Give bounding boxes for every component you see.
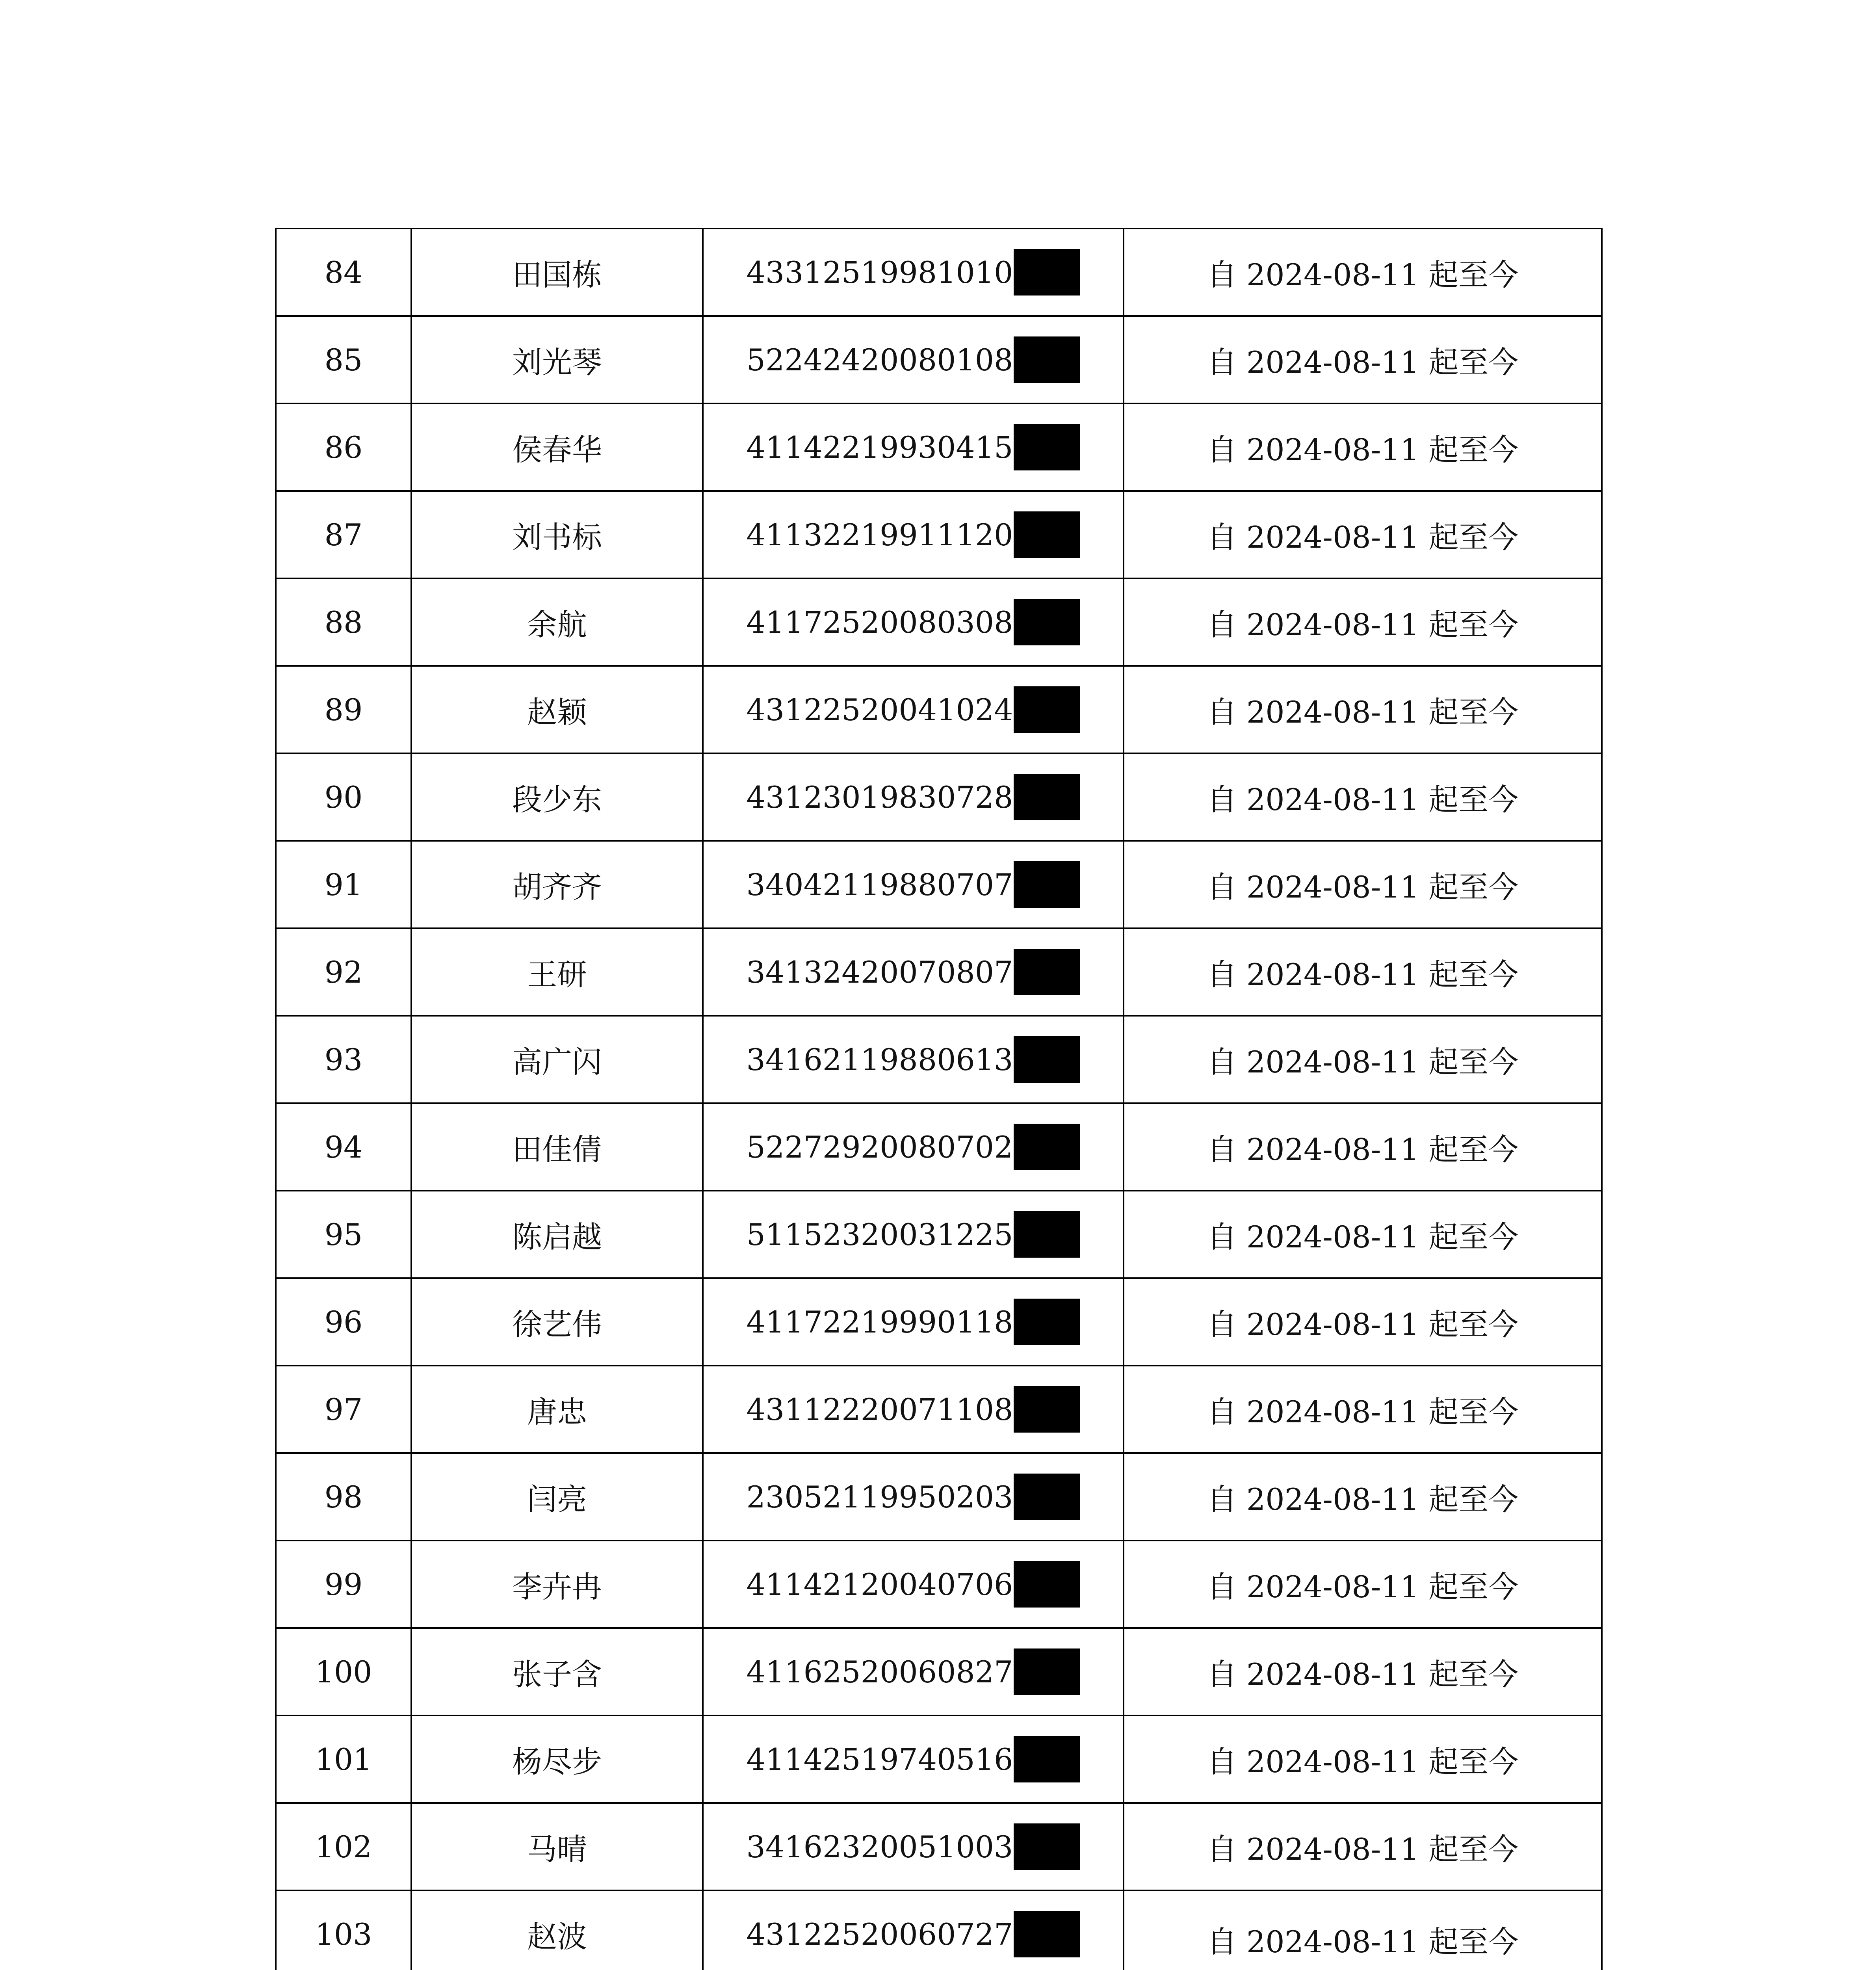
table-row: [276, 229, 1602, 316]
period-text: 自 2024-08-11 起至今: [1207, 1569, 1519, 1604]
cell-period: [1124, 1628, 1602, 1715]
cell-id-number: [703, 1191, 1124, 1278]
table-row: [276, 928, 1602, 1016]
id-number-wrapper: [747, 1299, 1080, 1345]
cell-seq: 85: [276, 316, 411, 403]
cell-name: 胡齐齐: [411, 841, 703, 928]
redaction-box: [1014, 249, 1080, 296]
cell-seq: 95: [276, 1191, 411, 1278]
table-row: [276, 1016, 1602, 1103]
cell-id-number: [703, 1803, 1124, 1890]
redaction-box: [1014, 1474, 1080, 1520]
cell-period: [1124, 1803, 1602, 1890]
id-number-text: 41172520080308: [746, 604, 1013, 640]
cell-name: 田佳倩: [411, 1103, 703, 1191]
period-text: 自 2024-08-11 起至今: [1207, 1656, 1519, 1692]
table-row: [276, 578, 1602, 666]
id-number-text: 43122520041024: [746, 692, 1013, 727]
id-number-text: 34042119880707: [746, 867, 1013, 902]
table-row: [276, 1715, 1602, 1803]
id-number-text: 41142120040706: [746, 1567, 1013, 1602]
cell-id-number: [703, 666, 1124, 753]
cell-period: [1124, 316, 1602, 403]
cell-seq: 99: [276, 1541, 411, 1628]
cell-seq: 92: [276, 928, 411, 1016]
redaction-box: [1014, 1211, 1080, 1258]
cell-seq: 96: [276, 1278, 411, 1366]
cell-name: 闫亮: [411, 1453, 703, 1541]
redaction-box: [1014, 686, 1080, 733]
redaction-box: [1014, 1911, 1080, 1957]
cell-name: 张子含: [411, 1628, 703, 1715]
roster-table-body: [276, 229, 1602, 1970]
cell-name: 杨尽步: [411, 1715, 703, 1803]
id-number-text: 41162520060827: [746, 1654, 1013, 1689]
redaction-box: [1014, 1036, 1080, 1083]
redaction-box: [1014, 511, 1080, 558]
cell-period: [1124, 1191, 1602, 1278]
cell-period: [1124, 1890, 1602, 1970]
table-row: [276, 1278, 1602, 1366]
cell-seq: 101: [276, 1715, 411, 1803]
cell-seq: 98: [276, 1453, 411, 1541]
redaction-box: [1014, 1823, 1080, 1870]
redaction-box: [1014, 1124, 1080, 1170]
cell-period: [1124, 403, 1602, 491]
period-text: 自 2024-08-11 起至今: [1207, 432, 1519, 467]
redaction-box: [1014, 1386, 1080, 1433]
id-number-wrapper: [747, 1911, 1080, 1957]
cell-id-number: [703, 1541, 1124, 1628]
id-number-wrapper: [747, 599, 1080, 645]
cell-period: [1124, 1453, 1602, 1541]
cell-seq: 86: [276, 403, 411, 491]
cell-period: [1124, 1016, 1602, 1103]
redaction-box: [1014, 1648, 1080, 1695]
id-number-wrapper: [747, 1474, 1080, 1520]
period-text: 自 2024-08-11 起至今: [1207, 1744, 1519, 1779]
period-text: 自 2024-08-11 起至今: [1207, 257, 1519, 292]
cell-period: [1124, 229, 1602, 316]
cell-name: 王研: [411, 928, 703, 1016]
cell-period: [1124, 1278, 1602, 1366]
cell-name: 徐艺伟: [411, 1278, 703, 1366]
id-number-wrapper: [747, 1211, 1080, 1258]
table-row: [276, 1103, 1602, 1191]
cell-id-number: [703, 578, 1124, 666]
period-text: 自 2024-08-11 起至今: [1207, 694, 1519, 730]
id-number-text: 43312519981010: [746, 255, 1013, 290]
cell-seq: 100: [276, 1628, 411, 1715]
table-row: [276, 1803, 1602, 1890]
cell-id-number: [703, 928, 1124, 1016]
cell-seq: 90: [276, 753, 411, 841]
cell-name: 段少东: [411, 753, 703, 841]
cell-seq: 88: [276, 578, 411, 666]
cell-seq: 94: [276, 1103, 411, 1191]
cell-id-number: [703, 841, 1124, 928]
cell-period: [1124, 578, 1602, 666]
cell-name: 李卉冉: [411, 1541, 703, 1628]
cell-seq: 93: [276, 1016, 411, 1103]
redaction-box: [1014, 861, 1080, 908]
id-number-text: 51152320031225: [746, 1217, 1013, 1252]
id-number-text: 43122520060727: [746, 1916, 1013, 1952]
id-number-text: 41172219990118: [746, 1304, 1013, 1340]
cell-period: [1124, 1715, 1602, 1803]
cell-period: [1124, 666, 1602, 753]
period-text: 自 2024-08-11 起至今: [1207, 344, 1519, 380]
period-text: 自 2024-08-11 起至今: [1207, 1044, 1519, 1080]
id-number-wrapper: [747, 1736, 1080, 1782]
cell-seq: 87: [276, 491, 411, 578]
cell-seq: 103: [276, 1890, 411, 1970]
redaction-box: [1014, 774, 1080, 820]
table-row: [276, 316, 1602, 403]
period-text: 自 2024-08-11 起至今: [1207, 1219, 1519, 1254]
id-number-wrapper: [747, 949, 1080, 995]
table-row: [276, 666, 1602, 753]
id-number-text: 43123019830728: [746, 779, 1013, 815]
redaction-box: [1014, 1299, 1080, 1345]
id-number-text: 41142219930415: [746, 429, 1013, 465]
redaction-box: [1014, 949, 1080, 995]
id-number-text: 34162119880613: [746, 1042, 1013, 1077]
cell-name: 陈启越: [411, 1191, 703, 1278]
redaction-box: [1014, 599, 1080, 645]
period-text: 自 2024-08-11 起至今: [1207, 1307, 1519, 1342]
id-number-wrapper: [747, 1124, 1080, 1170]
table-row: [276, 1453, 1602, 1541]
cell-name: 赵波: [411, 1890, 703, 1970]
id-number-wrapper: [747, 686, 1080, 733]
period-text: 自 2024-08-11 起至今: [1207, 1481, 1519, 1517]
id-number-wrapper: [747, 1648, 1080, 1695]
cell-name: 高广闪: [411, 1016, 703, 1103]
table-row: [276, 1541, 1602, 1628]
period-text: 自 2024-08-11 起至今: [1207, 782, 1519, 817]
cell-id-number: [703, 403, 1124, 491]
id-number-wrapper: [747, 1823, 1080, 1870]
cell-period: [1124, 1366, 1602, 1453]
id-number-text: 52272920080702: [746, 1129, 1013, 1165]
id-number-wrapper: [747, 424, 1080, 470]
cell-id-number: [703, 1278, 1124, 1366]
id-number-wrapper: [747, 861, 1080, 908]
cell-seq: 89: [276, 666, 411, 753]
id-number-text: 34162320051003: [746, 1829, 1013, 1864]
id-number-text: 52242420080108: [746, 342, 1013, 377]
period-text: 自 2024-08-11 起至今: [1207, 519, 1519, 555]
period-text: 自 2024-08-11 起至今: [1207, 1394, 1519, 1429]
table-row: [276, 491, 1602, 578]
cell-name: 刘书标: [411, 491, 703, 578]
cell-name: 田国栋: [411, 229, 703, 316]
period-text: 自 2024-08-11 起至今: [1207, 607, 1519, 642]
cell-name: 马晴: [411, 1803, 703, 1890]
redaction-box: [1014, 1561, 1080, 1608]
cell-id-number: [703, 229, 1124, 316]
cell-seq: 84: [276, 229, 411, 316]
id-number-wrapper: [747, 774, 1080, 820]
id-number-wrapper: [747, 336, 1080, 383]
cell-period: [1124, 753, 1602, 841]
table-row: [276, 1366, 1602, 1453]
id-number-wrapper: [747, 249, 1080, 296]
id-number-text: 34132420070807: [746, 954, 1013, 990]
id-number-text: 41142519740516: [746, 1741, 1013, 1777]
table-row: [276, 1191, 1602, 1278]
cell-name: 唐忠: [411, 1366, 703, 1453]
period-text: 自 2024-08-11 起至今: [1207, 1831, 1519, 1867]
id-number-text: 41132219911120: [746, 517, 1013, 552]
period-text: 自 2024-08-11 起至今: [1207, 1924, 1519, 1959]
cell-name: 侯春华: [411, 403, 703, 491]
cell-id-number: [703, 1016, 1124, 1103]
id-number-wrapper: [747, 1561, 1080, 1608]
cell-id-number: [703, 1628, 1124, 1715]
cell-seq: 97: [276, 1366, 411, 1453]
cell-seq: 91: [276, 841, 411, 928]
cell-period: [1124, 1103, 1602, 1191]
id-number-text: 23052119950203: [746, 1479, 1013, 1515]
period-text: 自 2024-08-11 起至今: [1207, 869, 1519, 905]
table-row: [276, 1890, 1602, 1970]
table-row: [276, 753, 1602, 841]
roster-table: [275, 228, 1603, 1970]
id-number-wrapper: [747, 1386, 1080, 1433]
cell-name: 赵颖: [411, 666, 703, 753]
cell-name: 余航: [411, 578, 703, 666]
table-row: [276, 403, 1602, 491]
cell-period: [1124, 928, 1602, 1016]
id-number-wrapper: [747, 511, 1080, 558]
cell-name: 刘光琴: [411, 316, 703, 403]
table-row: [276, 841, 1602, 928]
cell-id-number: [703, 491, 1124, 578]
id-number-text: 43112220071108: [746, 1392, 1013, 1427]
table-row: [276, 1628, 1602, 1715]
cell-id-number: [703, 753, 1124, 841]
redaction-box: [1014, 1736, 1080, 1782]
cell-id-number: [703, 1103, 1124, 1191]
redaction-box: [1014, 424, 1080, 470]
redaction-box: [1014, 336, 1080, 383]
period-text: 自 2024-08-11 起至今: [1207, 957, 1519, 992]
cell-id-number: [703, 1715, 1124, 1803]
cell-period: [1124, 1541, 1602, 1628]
period-text: 自 2024-08-11 起至今: [1207, 1132, 1519, 1167]
cell-id-number: [703, 1366, 1124, 1453]
cell-period: [1124, 841, 1602, 928]
cell-id-number: [703, 1453, 1124, 1541]
cell-period: [1124, 491, 1602, 578]
cell-seq: 102: [276, 1803, 411, 1890]
cell-id-number: [703, 1890, 1124, 1970]
cell-id-number: [703, 316, 1124, 403]
id-number-wrapper: [747, 1036, 1080, 1083]
